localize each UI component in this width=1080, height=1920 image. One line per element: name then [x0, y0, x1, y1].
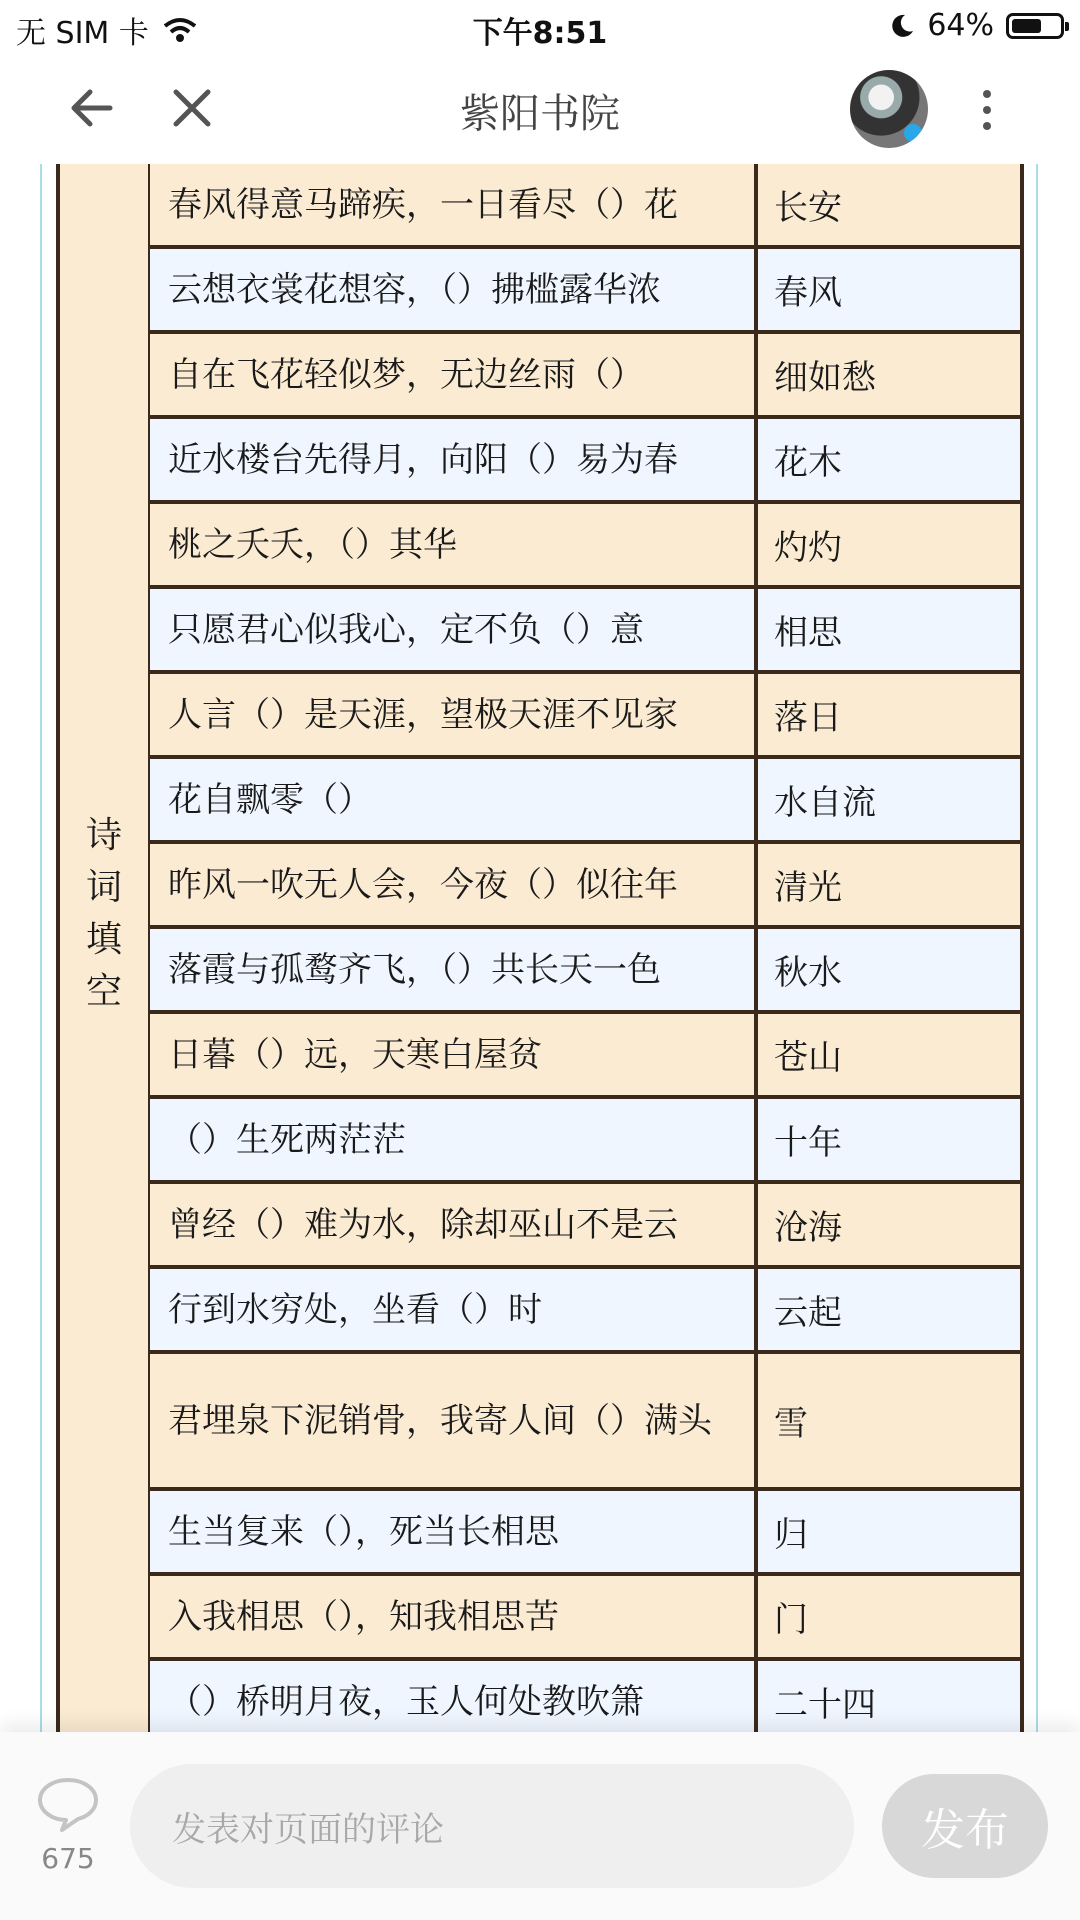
question-cell: （）生死两茫茫 [150, 1099, 758, 1180]
table-row [150, 1184, 1024, 1269]
table-row [150, 929, 1024, 1014]
nav-bar [0, 52, 1080, 164]
battery-percent: 64% [927, 8, 994, 43]
question-cell: 落霞与孤鹜齐飞，（）共长天一色 [150, 929, 758, 1010]
question-cell: 春风得意马蹄疾，一日看尽（）花 [150, 164, 758, 245]
avatar-badge [904, 124, 922, 142]
question-cell: 花自飘零（） [150, 759, 758, 840]
question-cell: （）桥明月夜，玉人何处教吹箫 [150, 1661, 758, 1732]
battery-level [1012, 19, 1041, 33]
answer-cell: 二十四 [758, 1661, 1024, 1732]
table-row [150, 249, 1024, 334]
answer-cell: 相思 [758, 589, 1024, 670]
answer-cell: 门 [758, 1576, 1024, 1657]
answer-cell: 春风 [758, 249, 1024, 330]
question-cell: 生当复来（），死当长相思 [150, 1491, 758, 1572]
avatar[interactable] [850, 70, 928, 148]
question-cell: 只愿君心似我心，定不负（）意 [150, 589, 758, 670]
page-title: 紫阳书院 [460, 91, 620, 137]
table-row [150, 504, 1024, 589]
status-time: 下午8:51 [472, 16, 608, 51]
answer-cell: 长安 [758, 164, 1024, 245]
answer-cell: 花木 [758, 419, 1024, 500]
comment-placeholder: 发表对页面的评论 [172, 1809, 444, 1850]
answer-cell: 归 [758, 1491, 1024, 1572]
question-cell: 自在飞花轻似梦，无边丝雨（） [150, 334, 758, 415]
answer-cell: 苍山 [758, 1014, 1024, 1095]
answer-cell: 雪 [758, 1354, 1024, 1487]
table-row [150, 164, 1024, 249]
answer-cell: 十年 [758, 1099, 1024, 1180]
publish-button[interactable]: 发布 [882, 1774, 1048, 1878]
question-cell: 日暮（）远，天寒白屋贫 [150, 1014, 758, 1095]
poem-table [150, 164, 1024, 1732]
question-cell: 君埋泉下泥销骨，我寄人间（）满头 [150, 1354, 758, 1487]
table-row [150, 1491, 1024, 1576]
comment-input[interactable] [130, 1764, 854, 1888]
answer-cell: 水自流 [758, 759, 1024, 840]
table-row [150, 1354, 1024, 1491]
page-content[interactable] [0, 164, 1080, 1732]
answer-cell: 灼灼 [758, 504, 1024, 585]
question-cell: 入我相思（），知我相思苦 [150, 1576, 758, 1657]
table-row [150, 1576, 1024, 1661]
table-row [150, 759, 1024, 844]
table-row [150, 1269, 1024, 1354]
comment-bubble-icon[interactable] [36, 1776, 100, 1832]
question-cell: 昨风一吹无人会，今夜（）似往年 [150, 844, 758, 925]
table-row [150, 589, 1024, 674]
comment-bar [0, 1732, 1080, 1920]
status-bar [0, 0, 1080, 52]
question-cell: 近水楼台先得月，向阳（）易为春 [150, 419, 758, 500]
table-row [150, 674, 1024, 759]
category-label: 诗 词 填 空 [85, 815, 122, 1012]
table-row [150, 1661, 1024, 1732]
comment-count: 675 [41, 1842, 95, 1875]
moon-icon [889, 13, 915, 39]
table-row [150, 419, 1024, 504]
category-column [56, 164, 152, 1732]
answer-cell: 沧海 [758, 1184, 1024, 1265]
answer-cell: 落日 [758, 674, 1024, 755]
status-right-group [889, 8, 1064, 43]
answer-cell: 秋水 [758, 929, 1024, 1010]
carrier-label: 无 SIM 卡 [16, 16, 149, 51]
battery-icon [1006, 13, 1064, 39]
more-vertical-icon[interactable] [975, 88, 999, 132]
answer-cell: 细如愁 [758, 334, 1024, 415]
table-row [150, 1014, 1024, 1099]
question-cell: 人言（）是天涯，望极天涯不见家 [150, 674, 758, 755]
table-row [150, 1099, 1024, 1184]
table-row [150, 844, 1024, 929]
answer-cell: 云起 [758, 1269, 1024, 1350]
question-cell: 行到水穷处，坐看（）时 [150, 1269, 758, 1350]
question-cell: 桃之夭夭，（）其华 [150, 504, 758, 585]
question-cell: 曾经（）难为水，除却巫山不是云 [150, 1184, 758, 1265]
question-cell: 云想衣裳花想容，（）拂槛露华浓 [150, 249, 758, 330]
answer-cell: 清光 [758, 844, 1024, 925]
table-row [150, 334, 1024, 419]
